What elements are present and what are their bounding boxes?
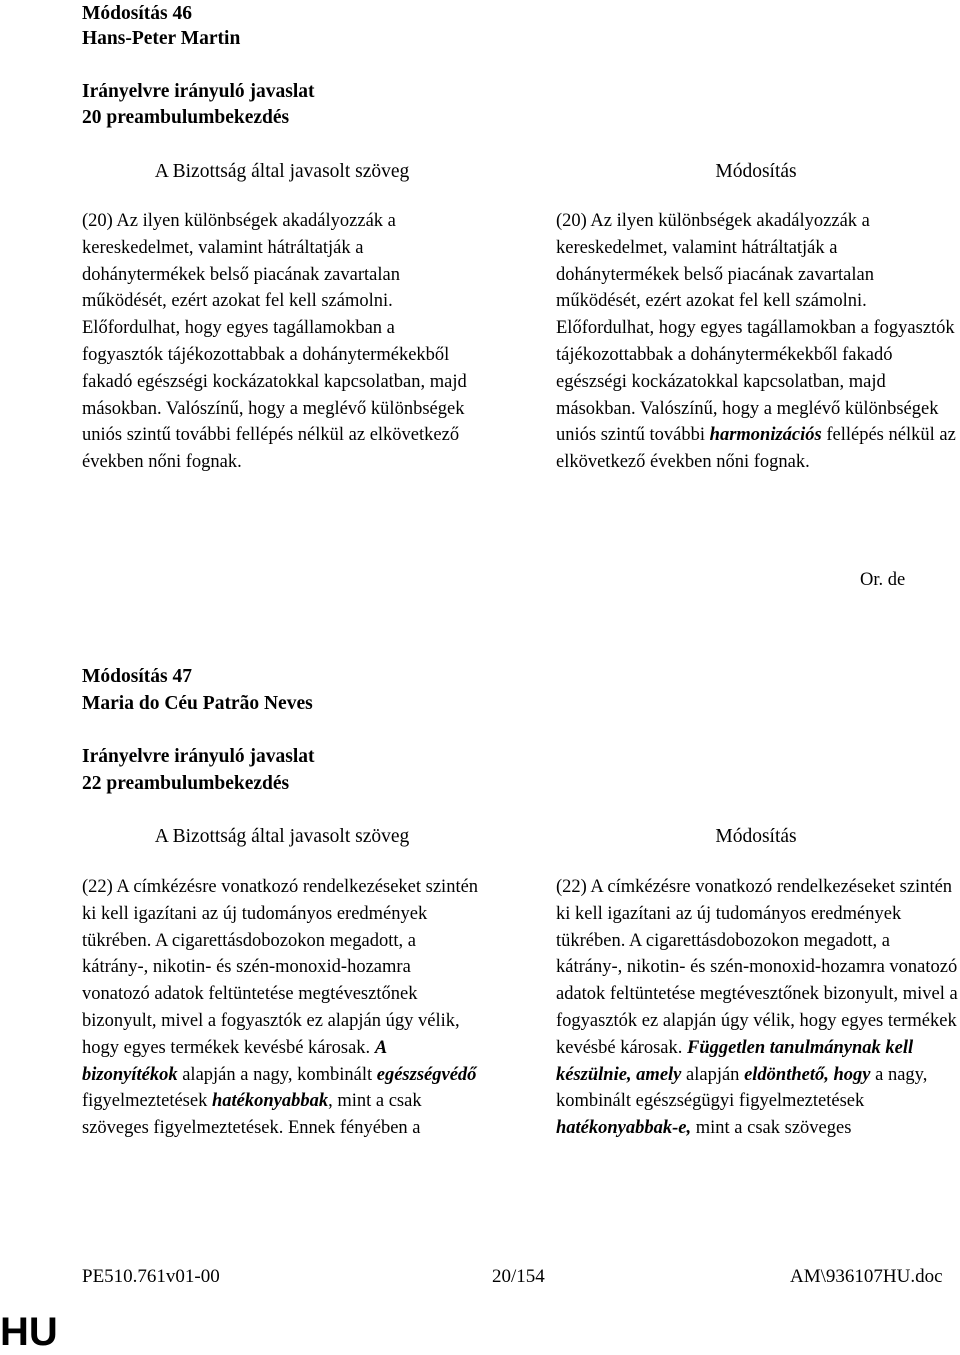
- footer-file-name: AM\936107HU.doc: [790, 1266, 943, 1287]
- amendment-author: Maria do Céu Patrão Neves: [82, 693, 313, 714]
- proposal-type: Irányelvre irányuló javaslat: [82, 746, 315, 767]
- amendment-text: [556, 208, 958, 476]
- article-reference: 20 preambulumbekezdés: [82, 107, 290, 128]
- amendment-number: Módosítás 46: [82, 3, 192, 24]
- column-header-amendment: Módosítás: [715, 826, 797, 847]
- amendment-text-part: mint a csak szöveges: [691, 1118, 852, 1139]
- amendment-text-part: fellépés nélkül az elkövetkező években nőni fognak.: [556, 425, 956, 473]
- column-header-commission: A Bizottság által javasolt szöveg: [154, 826, 410, 847]
- amendment-text-part: alapján: [681, 1064, 745, 1085]
- amendment-change: harmonizációs: [709, 425, 822, 446]
- commission-text-part: , mint a csak szöveges figyelmeztetések. Ennek fényében a: [82, 1091, 422, 1139]
- commission-deleted: A bizonyítékok: [82, 1037, 387, 1085]
- original-language: Or. de: [860, 570, 906, 590]
- amendment-text-part: (22) A címkézésre vonatkozó rendelkezéseket szintén ki kell igazítani az új tudományos eredmények tükrében. A cigarettásdobozokon megadott, a kátrány-, nikotin- és szén-monoxid-hozamra vonatozó adatok feltüntetése megtévesztőnek bizonyult, mivel a fogyasztók ez alapján úgy vélik, hogy egyes termékek kevésbé károsak.: [556, 877, 958, 1058]
- amendment-number: Módosítás 47: [82, 666, 192, 687]
- commission-text: [82, 874, 480, 1142]
- amendment-author: Hans-Peter Martin: [82, 28, 241, 49]
- column-header-commission: A Bizottság által javasolt szöveg: [154, 161, 410, 182]
- language-code: HU: [0, 1310, 58, 1354]
- article-reference: 22 preambulumbekezdés: [82, 773, 290, 794]
- commission-deleted: egészségvédő: [376, 1064, 477, 1085]
- proposal-type: Irányelvre irányuló javaslat: [82, 81, 315, 102]
- footer-doc-ref: PE510.761v01-00: [82, 1266, 220, 1287]
- amendment-change: hatékonyabbak-e,: [556, 1118, 692, 1139]
- commission-text-part: alapján a nagy, kombinált: [177, 1064, 377, 1085]
- amendment-text-part: a nagy, kombinált egészségügyi figyelmeztetések: [556, 1064, 928, 1112]
- amendment-text-part: (20) Az ilyen különbségek akadályozzák a kereskedelmet, valamint hátráltatják a dohánytermékek belső piacának zavartalan működését, ezért azokat fel kell számolni. Előfordulhat, hogy egyes tagállamokban a fogyasztók tájékozottabbak a dohánytermékekből fakadó egészségi kockázatokkal kapcsolatban, majd másokban. Valószínű, hogy a meglévő különbségek uniós szintű további: [556, 211, 955, 446]
- column-header-amendment: Módosítás: [715, 161, 797, 182]
- amendment-change: Független tanulmánynak kell készülnie, amely: [556, 1037, 914, 1085]
- amendment-text: [556, 874, 958, 1142]
- footer-page-number: 20/154: [492, 1266, 545, 1287]
- commission-text: (20) Az ilyen különbségek akadályozzák a kereskedelmet, valamint hátráltatják a dohánytermékek belső piacának zavartalan működését, ezért azokat fel kell számolni. Előfordulhat, hogy egyes tagállamokban a fogyasztók tájékozottabbak a dohánytermékekből fakadó egészségi kockázatokkal kapcsolatban, majd másokban. Valószínű, hogy a meglévő különbségek uniós szintű további fellépés nélkül az elkövetkező években nőni fognak.: [82, 211, 467, 473]
- commission-text-part: figyelmeztetések: [82, 1091, 212, 1112]
- commission-deleted: hatékonyabbak: [211, 1091, 329, 1112]
- amendment-change: eldönthető, hogy: [744, 1064, 871, 1085]
- commission-text-part: (22) A címkézésre vonatkozó rendelkezéseket szintén ki kell igazítani az új tudományos eredmények tükrében. A cigarettásdobozokon megadott, a kátrány-, nikotin- és szén-monoxid-hozamra vonatozó adatok feltüntetése megtévesztőnek bizonyult, mivel a fogyasztók ez alapján úgy vélik, hogy egyes termékek kevésbé károsak.: [82, 877, 479, 1058]
